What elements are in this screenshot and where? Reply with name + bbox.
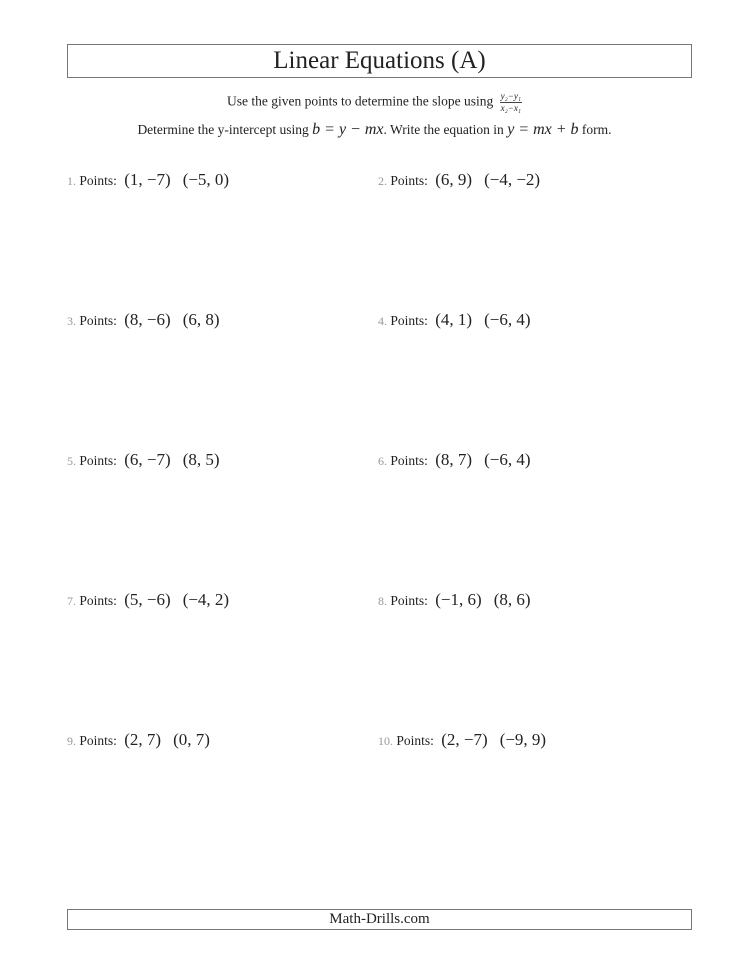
point-2: (−6, 4) [484, 310, 531, 329]
points-label: Points: [396, 733, 434, 748]
page-title: Linear Equations (A) [273, 47, 486, 74]
slope-instruction-text: Use the given points to determine the slope using [227, 93, 494, 109]
footer-text: Math-Drills.com [329, 911, 430, 927]
slope-instruction [0, 92, 749, 113]
point-2: (−6, 4) [484, 450, 531, 469]
problem-number: 3. [67, 314, 76, 328]
problem-number: 4. [378, 314, 387, 328]
footer-box [67, 909, 692, 930]
problem-5 [67, 450, 220, 470]
point-2: (0, 7) [173, 730, 210, 749]
points-label: Points: [390, 173, 428, 188]
point-2: (8, 5) [182, 450, 220, 469]
points-label: Points: [79, 593, 117, 608]
title-box [67, 44, 692, 78]
problem-2 [378, 170, 540, 190]
problem-number: 6. [378, 454, 387, 468]
slope-denominator: x₂−x₁ [500, 103, 521, 113]
problem-number: 1. [67, 174, 76, 188]
point-1: (2, 7) [124, 730, 162, 749]
intercept-text-post: form. [581, 122, 612, 137]
problem-1 [67, 170, 229, 190]
point-1: (8, −6) [124, 310, 171, 329]
points-label: Points: [79, 733, 117, 748]
form-formula: y = mx + b [507, 121, 579, 138]
problem-6 [378, 450, 531, 470]
problem-number: 9. [67, 734, 76, 748]
point-1: (5, −6) [124, 590, 171, 609]
point-2: (8, 6) [493, 590, 531, 609]
point-1: (8, 7) [435, 450, 473, 469]
intercept-instruction [0, 121, 749, 139]
point-1: (2, −7) [441, 730, 488, 749]
problem-number: 2. [378, 174, 387, 188]
point-1: (4, 1) [435, 310, 473, 329]
point-1: (6, 9) [435, 170, 473, 189]
points-label: Points: [79, 313, 117, 328]
problem-8 [378, 590, 531, 610]
problem-number: 10. [378, 734, 393, 748]
points-label: Points: [390, 593, 428, 608]
point-1: (1, −7) [124, 170, 171, 189]
problem-4 [378, 310, 531, 330]
point-1: (−1, 6) [435, 590, 482, 609]
problem-3 [67, 310, 220, 330]
points-label: Points: [390, 453, 428, 468]
problem-number: 7. [67, 594, 76, 608]
problem-10 [378, 730, 546, 750]
point-2: (−5, 0) [182, 170, 230, 189]
point-2: (−9, 9) [499, 730, 547, 749]
problem-number: 8. [378, 594, 387, 608]
points-label: Points: [390, 313, 428, 328]
intercept-text-mid: . Write the equation in [383, 122, 504, 137]
points-label: Points: [79, 453, 117, 468]
problem-number: 5. [67, 454, 76, 468]
point-2: (−4, 2) [182, 590, 230, 609]
intercept-formula: b = y − mx [312, 121, 384, 138]
slope-numerator: y₂−y₁ [500, 91, 521, 101]
points-label: Points: [79, 173, 117, 188]
problem-7 [67, 590, 229, 610]
point-2: (6, 8) [182, 310, 220, 329]
problem-9 [67, 730, 210, 750]
intercept-text-pre: Determine the y-intercept using [137, 122, 309, 137]
point-2: (−4, −2) [484, 170, 541, 189]
slope-formula [500, 92, 522, 113]
point-1: (6, −7) [124, 450, 171, 469]
